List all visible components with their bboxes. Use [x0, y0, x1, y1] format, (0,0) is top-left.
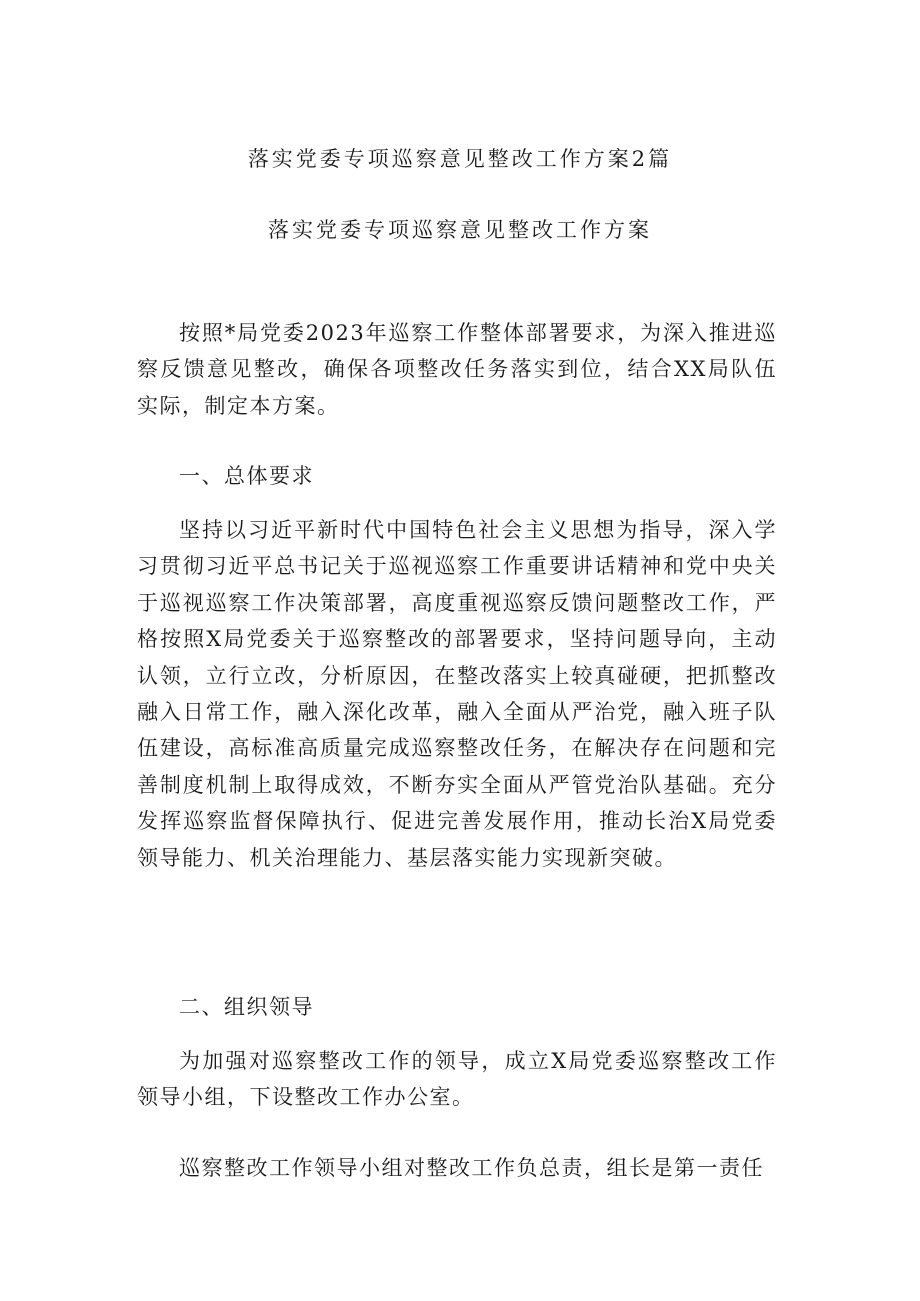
document-title: 落实党委专项巡察意见整改工作方案2篇	[247, 147, 673, 171]
document-subtitle: 落实党委专项巡察意见整改工作方案	[268, 218, 652, 242]
section-heading-organization-leadership: 二、组织领导	[179, 995, 314, 1019]
general-requirements-paragraph: 坚持以习近平新时代中国特色社会主义思想为指导，深入学习贯彻习近平总书记关于巡视巡察工作重要讲话精神和党中央关于巡视巡察工作决策部署，高度重视巡察反馈问题整改工作，严格按照X局党委关于巡察整改的部署要求，坚持问题导向，主动认领，立行立改，分析原因，在整改落实上较真碰硬，把抓整改融入日常工作，融入深化改革，融入全面从严治党，融入班子队伍建设，高标准高质量完成巡察整改任务，在解决存在问题和完善制度机制上取得成效，不断夯实全面从严管党治队基础。充分发挥巡察监督保障执行、促进完善发展作用，推动长治X局党委领导能力、机关治理能力、基层落实能力实现新突破。	[137, 518, 777, 870]
intro-paragraph: 按照*局党委2023年巡察工作整体部署要求，为深入推进巡察反馈意见整改，确保各项整改任务落实到位，结合XX局队伍实际，制定本方案。	[137, 321, 777, 418]
leadership-group-paragraph: 巡察整改工作领导小组对整改工作负总责，组长是第一责任	[179, 1156, 764, 1180]
organization-leadership-paragraph: 为加强对巡察整改工作的领导，成立X局党委巡察整改工作领导小组，下设整改工作办公室。	[137, 1049, 777, 1110]
section-heading-general-requirements: 一、总体要求	[179, 464, 314, 488]
